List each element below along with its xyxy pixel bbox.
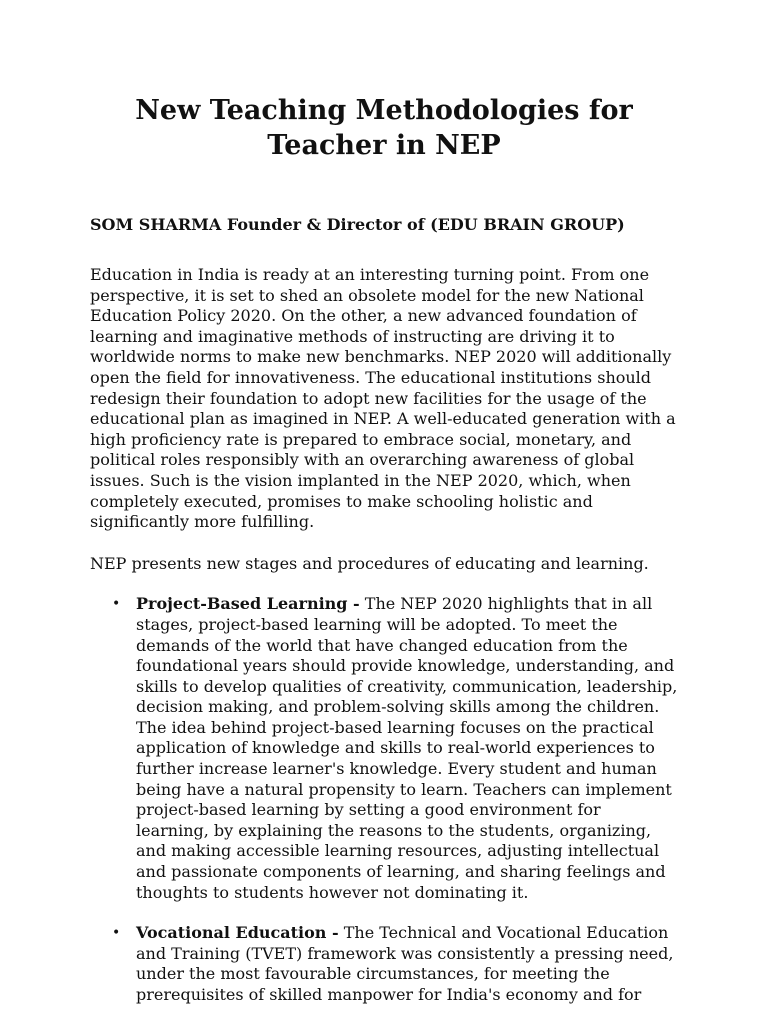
document-title: New Teaching Methodologies for Teacher in NEP bbox=[135, 95, 633, 161]
stages-paragraph: NEP presents new stages and procedures of educating and learning. bbox=[90, 553, 649, 573]
author-line: SOM SHARMA Founder & Director of (EDU BRAIN GROUP) bbox=[90, 215, 625, 234]
list-item-text: The NEP 2020 highlights that in all stages, project-based learning will be adopted. To meet the demands of the world that have changed education from the foundational years should provide knowledge, understanding, and skills to develop qualities of creativity, communication, leadership, decision making, and problem-solving skills among the children. The idea behind project-based learning focuses on the practical application of knowledge and skills to real-world experiences to further increase learner's knowledge. Every student and human being have a natural propensity to learn. Teachers can implement project-based learning by setting a good environment for learning, by explaining the reasons to the students, organizing, and making accessible learning resources, adjusting intellectual and passionate components of learning, and sharing feelings and thoughts to students however not dominating it. bbox=[136, 594, 678, 902]
methodology-list bbox=[90, 594, 678, 1005]
bullet-icon: • bbox=[112, 596, 121, 613]
intro-paragraph: Education in India is ready at an interesting turning point. From one perspective, it is set to shed an obsolete model for the new National Education Policy 2020. On the other, a new advanced foundation of learning and imaginative methods of instructing are driving it to worldwide norms to make new benchmarks. NEP 2020 will additionally open the field for innovativeness. The educational institutions should redesign their foundation to adopt new facilities for the usage of the educational plan as imagined in NEP. A well-educated generation with a high proficiency rate is prepared to embrace social, monetary, and political roles responsibly with an overarching awareness of global issues. Such is the vision implanted in the NEP 2020, which, when completely executed, promises to make schooling holistic and significantly more fulfilling. bbox=[90, 265, 676, 532]
list-item-project-based-learning bbox=[90, 594, 678, 903]
list-item-text: The Technical and Vocational Education and Training (TVET) framework was consistently a pressing need, under the most favourable circumstances, for meeting the prerequisites of skilled manpower for India's economy and for bbox=[136, 923, 674, 1004]
bullet-icon: • bbox=[112, 925, 121, 942]
list-item-term: Vocational Education - bbox=[136, 923, 339, 943]
list-item-vocational-education bbox=[90, 923, 678, 1005]
list-item-term: Project-Based Learning - bbox=[136, 594, 360, 614]
